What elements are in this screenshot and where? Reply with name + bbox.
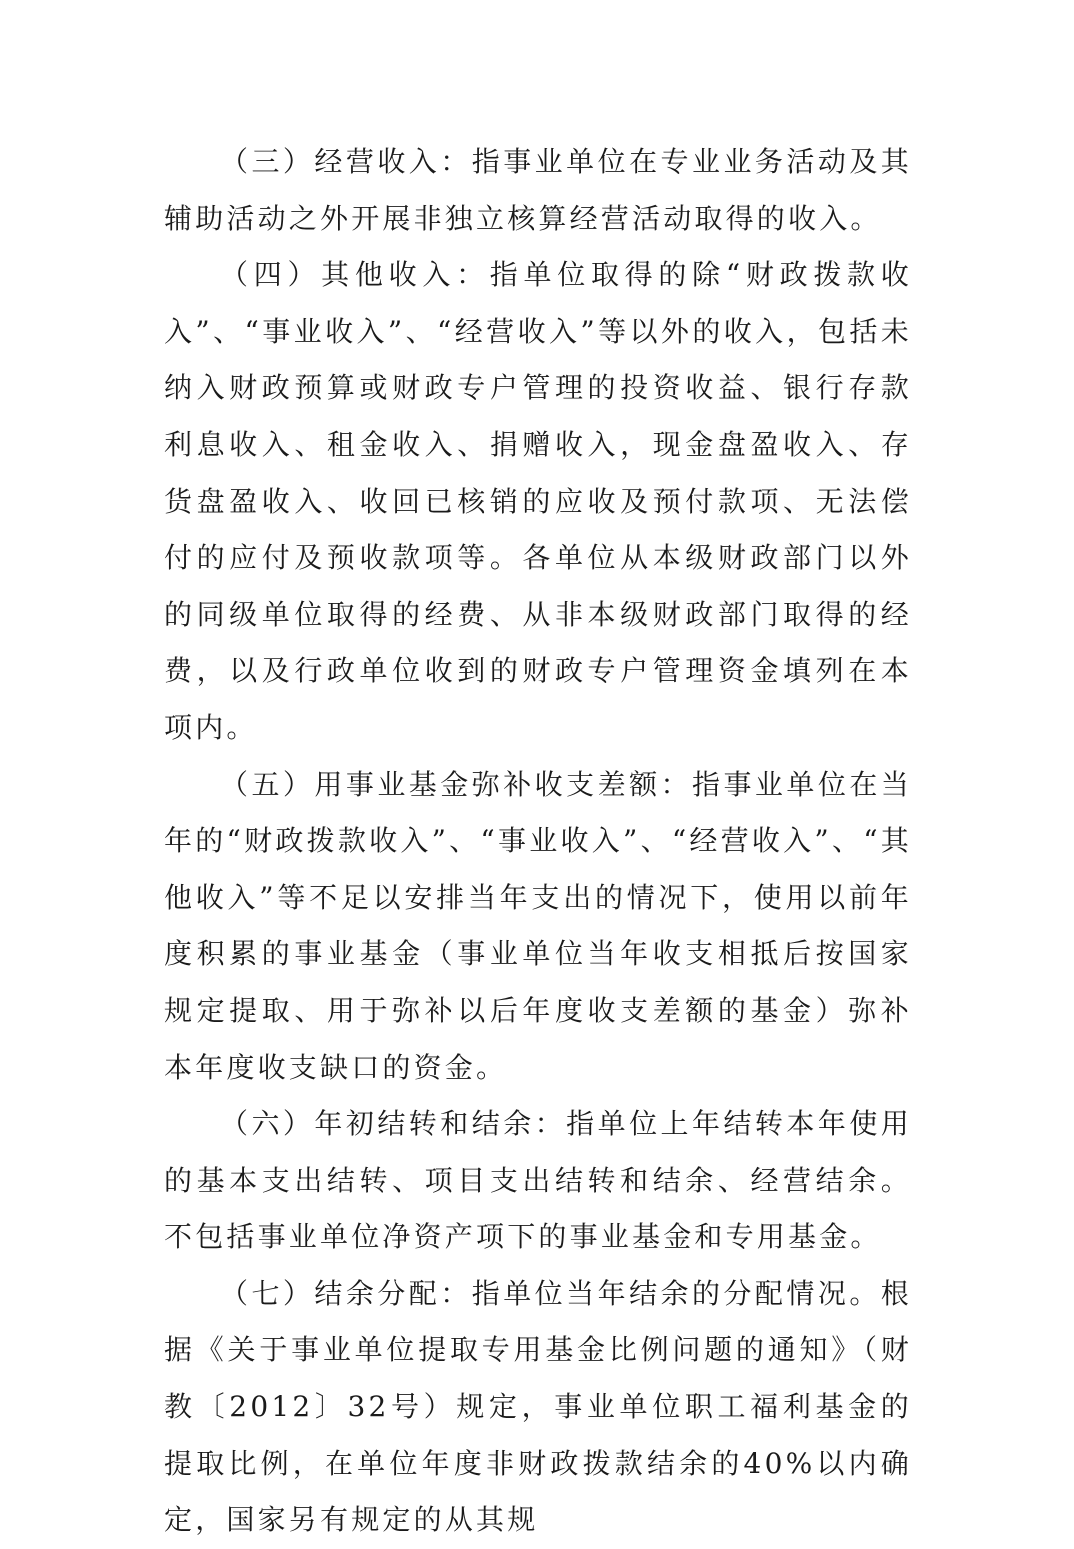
paragraph-business-fund-offset: （五）用事业基金弥补收支差额：指事业单位在当年的“财政拨款收入”、“事业收入”、“经营收入”、“其他收入”等不足以安排当年支出的情况下，使用以前年度积累的事业基金（事业单位当年收支相抵后按国家规定提取、用于弥补以后年度收支差额的基金）弥补本年度收支缺口的资金。 — [164, 767, 912, 1084]
paragraph-surplus-distribution: （七）结余分配：指单位当年结余的分配情况。根据《关于事业单位提取专用基金比例问题的通知》（财教〔2012〕32号）规定，事业单位职工福利基金的提取比例，在单位年度非财政拨款结余的40%以内确定，国家另有规定的从其规 — [164, 1276, 912, 1537]
paragraph-carryover-balance: （六）年初结转和结余：指单位上年结转本年使用的基本支出结转、项目支出结转和结余、经营结余。不包括事业单位净资产项下的事业基金和专用基金。 — [164, 1107, 912, 1254]
paragraph-operating-income: （三）经营收入：指事业单位在专业业务活动及其辅助活动之外开展非独立核算经营活动取得的收入。 — [164, 145, 912, 235]
body-text — [164, 134, 912, 1549]
paragraph-other-income: （四）其他收入：指单位取得的除“财政拨款收入”、“事业收入”、“经营收入”等以外的收入，包括未纳入财政预算或财政专户管理的投资收益、银行存款利息收入、租金收入、捐赠收入，现金盘盈收入、存货盘盈收入、收回已核销的应收及预付款项、无法偿付的应付及预收款项等。各单位从本级财政部门以外的同级单位取得的经费、从非本级财政部门取得的经费，以及行政单位收到的财政专户管理资金填列在本项内。 — [164, 258, 912, 744]
